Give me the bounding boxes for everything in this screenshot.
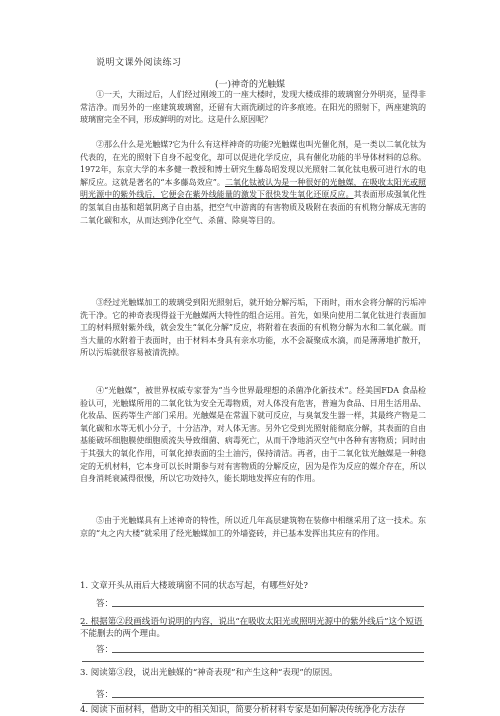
answer-line[interactable] [112, 697, 424, 698]
question-1: 1. 文章开头从雨后大楼玻璃窗不同的状态写起，有哪些好处? [80, 581, 308, 591]
answer-label-3: 答： [96, 690, 114, 700]
paragraph-2-underlined-sentence: 二氧化钛被认为是一种很好的光触媒，在吸收太阳光或照明光源中的紫外线后，它便会在紫外线能量的激发下很快发生氧化还原反应。 [80, 177, 426, 200]
paragraph-1: ①一天，大雨过后，人们经过刚竣工的一座大楼时，发现大楼成排的玻璃窗分外明亮，显得非常洁净。而另外的一座建筑玻璃窗，还留有大雨洗刷过的许多痕迹。在阳光的照射下，两座建筑的玻璃窗完全不同，形成鲜明的对比。这是什么原因呢？ [80, 90, 426, 125]
answer-label-2: 答： [96, 645, 114, 655]
article-title: (一)神奇的光触媒 [214, 80, 286, 90]
paragraph-2 [80, 139, 426, 227]
worksheet-header: 说明文课外阅读练习 [96, 58, 182, 68]
question-2: 2. 根据第②段画线语句说明的内容，说出“在吸收太阳光或照明光源中的紫外线后”这个短语不能删去的两个理由。 [80, 617, 423, 639]
answer-label-1: 答： [96, 599, 114, 609]
answer-line[interactable] [112, 652, 424, 653]
paragraph-5: ⑤由于光触媒具有上述神奇的特性，所以近几年高层建筑物在装修中相继采用了这一技术。东京的“丸之内大楼”就采用了经光触媒加工的外墙瓷砖，并已基本发挥出其应有的作用。 [80, 516, 426, 538]
paragraph-3: ③经过光触媒加工的玻璃受到阳光照射后，就开始分解污垢，下雨时，雨水会将分解的污垢冲洗干净。它的神奇表现得益于光触媒两大特性的组合运用。首先，如果向使用二氧化钛进行表面加工的材料照射紫外线，就会发生“氧化分解”反应，将附着在表面的有机物分解为水和二氧化碳。而当大量的水附着于表面时，由于材料本身具有亲水功能，水不会凝聚成水滴，而是薄薄地扩散开，所以污垢就很容易被清洗掉。 [80, 298, 426, 358]
paragraph-4: ④“光触媒”，被世界权威专家誉为“当今世界最理想的杀菌净化新技术”。经美国FDA 食品检验认可，光触媒所用的二氧化钛为安全无毒物质，对人体没有危害，普遍为食品、日用生活用品、化妆品、医药等生产部门采用。光触媒是在常温下就可反应，与臭氧发生器一样，其最终产物是二氧化碳和水等无机小分子，十分洁净，对人体无害。另外它受到光照射能彻底分解，其表面的自由基能破坏细胞膜使细胞质流失导致细菌、病毒死亡，从而干净地消灭空气中各种有害物质；同时由于其强大的氧化作用，可氧化掉表面的尘土油污，保持清洁。再者，由于二氧化钛光触媒是一种稳定的无机材料，它本身可以长时期参与对有害物质的分解反应，因为是作为反应的媒介存在，所以自身消耗衰减得很慢，所以它功效持久，能长期地发挥应有的作用。 [80, 386, 426, 484]
answer-line[interactable] [112, 606, 424, 607]
paragraph-2-text-a: ②那么什么是光触媒?它为什么有这样神奇的功能?光触媒也叫光催化剂，是一类以二氧化钛为代表的，在光的照射下自身不起变化，却可以促进化学反应，具有催化功能的半导体材料的总称。1972年，东京大学的本多健一教授和博士研究生藤岛昭发现以光照射二氧化钛电极可进行水的电解反应。这就是著名的“本多藤岛效应”。 [80, 140, 426, 187]
question-3: 3. 阅读第③段，说出光触媒的“神奇表现”和产生这种“表现”的原因。 [80, 668, 338, 678]
paragraph-2-text-b: 其表面形成强氧化性的氢氧自由基和超氧阴离子自由基，把空气中游离的有害物质及吸附在表面的有机物分解成无害的二氧化碳和水，从而达到净化空气、杀菌、除臭等目的。 [80, 190, 427, 225]
question-4: 4. 阅读下面材料，借助文中的相关知识，简要分析材料专家是如何解决传统净化方法存 [80, 705, 406, 715]
answer-line[interactable] [82, 661, 424, 662]
